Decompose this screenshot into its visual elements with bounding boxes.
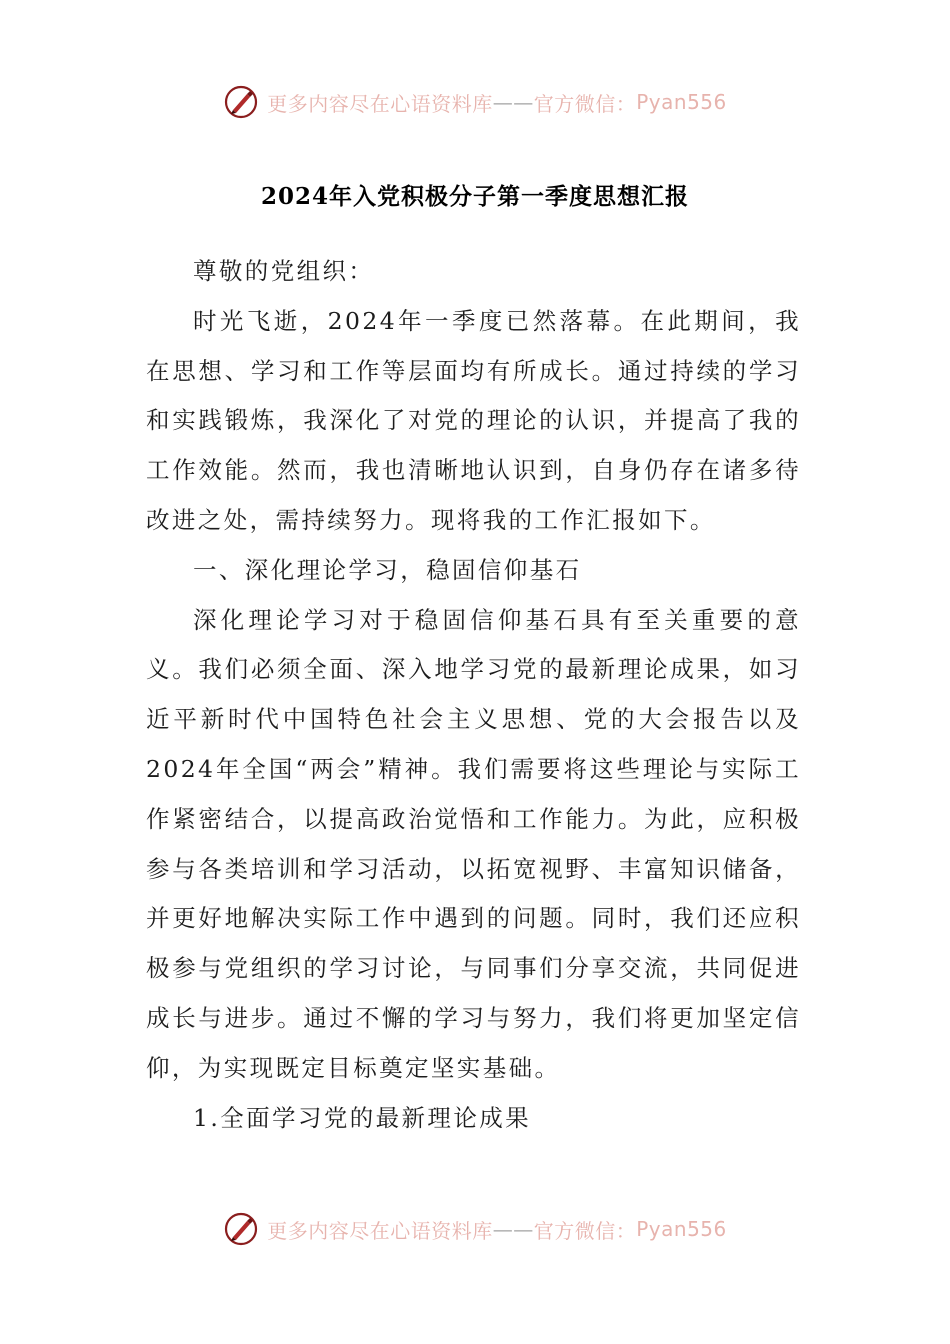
watermark-id: Pyan556: [636, 90, 727, 114]
subsection-heading-1-1: 1.全面学习党的最新理论成果: [193, 1103, 532, 1132]
watermark-text: [267, 1215, 727, 1244]
watermark-main-text: 更多内容尽在心语资料库: [267, 91, 493, 116]
paragraph-section-1: 深化理论学习对于稳固信仰基石具有至关重要的意义。我们必须全面、深入地学习党的最新理论成果，如习近平新时代中国特色社会主义思想、党的大会报告以及2024年全国“两会”精神。我们需要将这些理论与实际工作紧密结合，以提高政治觉悟和工作能力。为此，应积极参与各类培训和学习活动，以拓宽视野、丰富知识储备，并更好地解决实际工作中遇到的问题。同时，我们还应积极参与党组织的学习讨论，与同事们分享交流，共同促进成长与进步。通过不懈的学习与努力，我们将更加坚定信仰，为实现既定目标奠定坚实基础。: [146, 605, 801, 1082]
paragraph-intro: 时光飞逝，2024年一季度已然落幕。在此期间，我在思想、学习和工作等层面均有所成长。通过持续的学习和实践锻炼，我深化了对党的理论的认识，并提高了我的工作效能。然而，我也清晰地认识到，自身仍存在诸多待改进之处，需持续努力。现将我的工作汇报如下。: [146, 306, 801, 534]
watermark-separator: ——: [492, 90, 534, 114]
watermark-main-text: 更多内容尽在心语资料库: [267, 1218, 493, 1243]
section-heading-1: 一、深化理论学习，稳固信仰基石: [193, 555, 582, 584]
pen-circle-logo-icon: [223, 84, 259, 120]
watermark-label: 官方微信：: [533, 91, 637, 116]
document-title: 2024年入党积极分子第一季度思想汇报: [260, 183, 689, 210]
header-watermark: [0, 84, 950, 120]
watermark-separator: ——: [492, 1217, 534, 1241]
salutation: 尊敬的党组织：: [193, 257, 375, 285]
document-body: [146, 247, 801, 1143]
watermark-id: Pyan556: [636, 1217, 727, 1241]
footer-watermark: [0, 1211, 950, 1247]
watermark-text: [267, 88, 727, 117]
pen-circle-logo-icon: [223, 1211, 259, 1247]
watermark-label: 官方微信：: [533, 1218, 637, 1243]
